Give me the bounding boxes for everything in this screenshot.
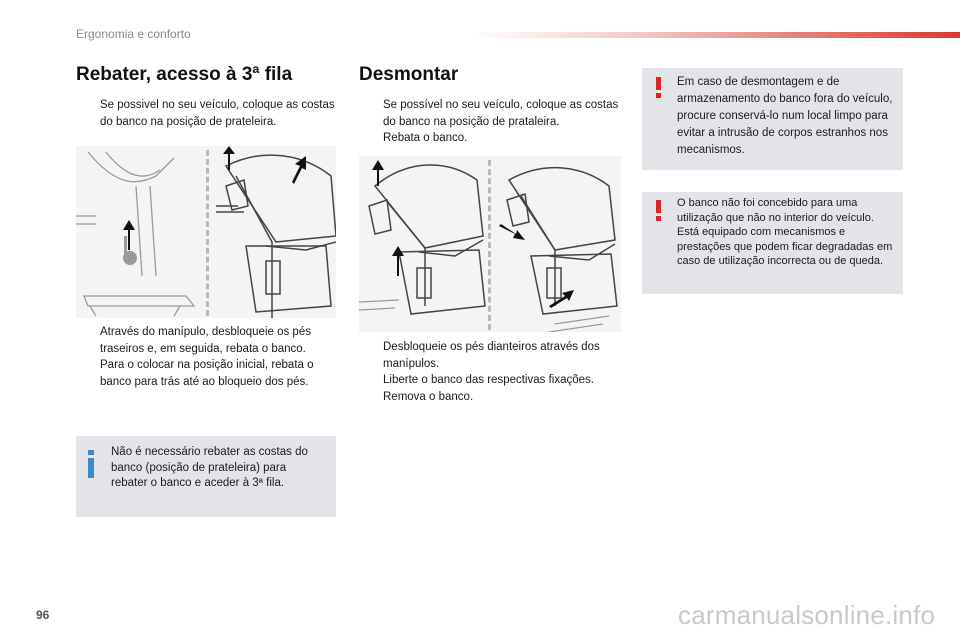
list-item: Através do manípulo, desbloqueie os pés traseiros e, em seguida, rebata o banco. (100, 326, 311, 355)
list-item: Para o colocar na posição inicial, rebata o banco para trás até ao bloqueio dos pés. (100, 359, 314, 388)
info-note-text: Não é necessário rebater as costas do banco (posição de prateleira) para rebater o banco e aceder à 3ª fila. (111, 446, 308, 489)
warning-text-usage: O banco não foi concebido para uma utilização que não no interior do veículo. Está equipado com mecanismos e prestações que podem ficar degradadas em caso de utilização incorrecta ou de queda. (677, 197, 893, 267)
page-number: 96 (36, 608, 50, 622)
header-accent-bar (470, 32, 960, 38)
info-note-box (76, 436, 336, 517)
col1-steps-list (76, 324, 336, 390)
warning-box-storage (642, 68, 903, 170)
warning-text-storage: Em caso de desmontagem e de armazenamento do banco fora do veículo, procure conservá-lo num local limpo para evitar a intrusão de corpos estranhos nos mecanismos. (677, 76, 893, 156)
illustration-divider (488, 160, 491, 330)
list-item: Se possivel no seu veículo, coloque as costas do banco na posição de prateleira. (100, 99, 335, 128)
list-item: Rebata o banco. (383, 132, 468, 144)
list-item: Liberte o banco das respectivas fixações. (383, 374, 594, 386)
info-icon (88, 458, 94, 478)
watermark: carmanualsonline.info (678, 600, 936, 630)
warning-box-usage (642, 192, 903, 294)
illustration-divider (206, 150, 209, 316)
section-header: Ergonomia e conforto (76, 27, 191, 41)
list-item: Remova o banco. (383, 390, 474, 403)
col2-intro-list (359, 97, 621, 147)
col2-title: Desmontar (359, 64, 459, 85)
list-item: Se possível no seu veículo, coloque as costas do banco na posição de prataleira. (383, 99, 619, 128)
col1-intro-list (76, 97, 336, 130)
col1-title: Rebater, acesso à 3ª fila (76, 64, 293, 85)
list-item: Desbloqueie os pés dianteiros através dos manípulos. (383, 341, 600, 370)
col2-steps-list (359, 339, 621, 405)
